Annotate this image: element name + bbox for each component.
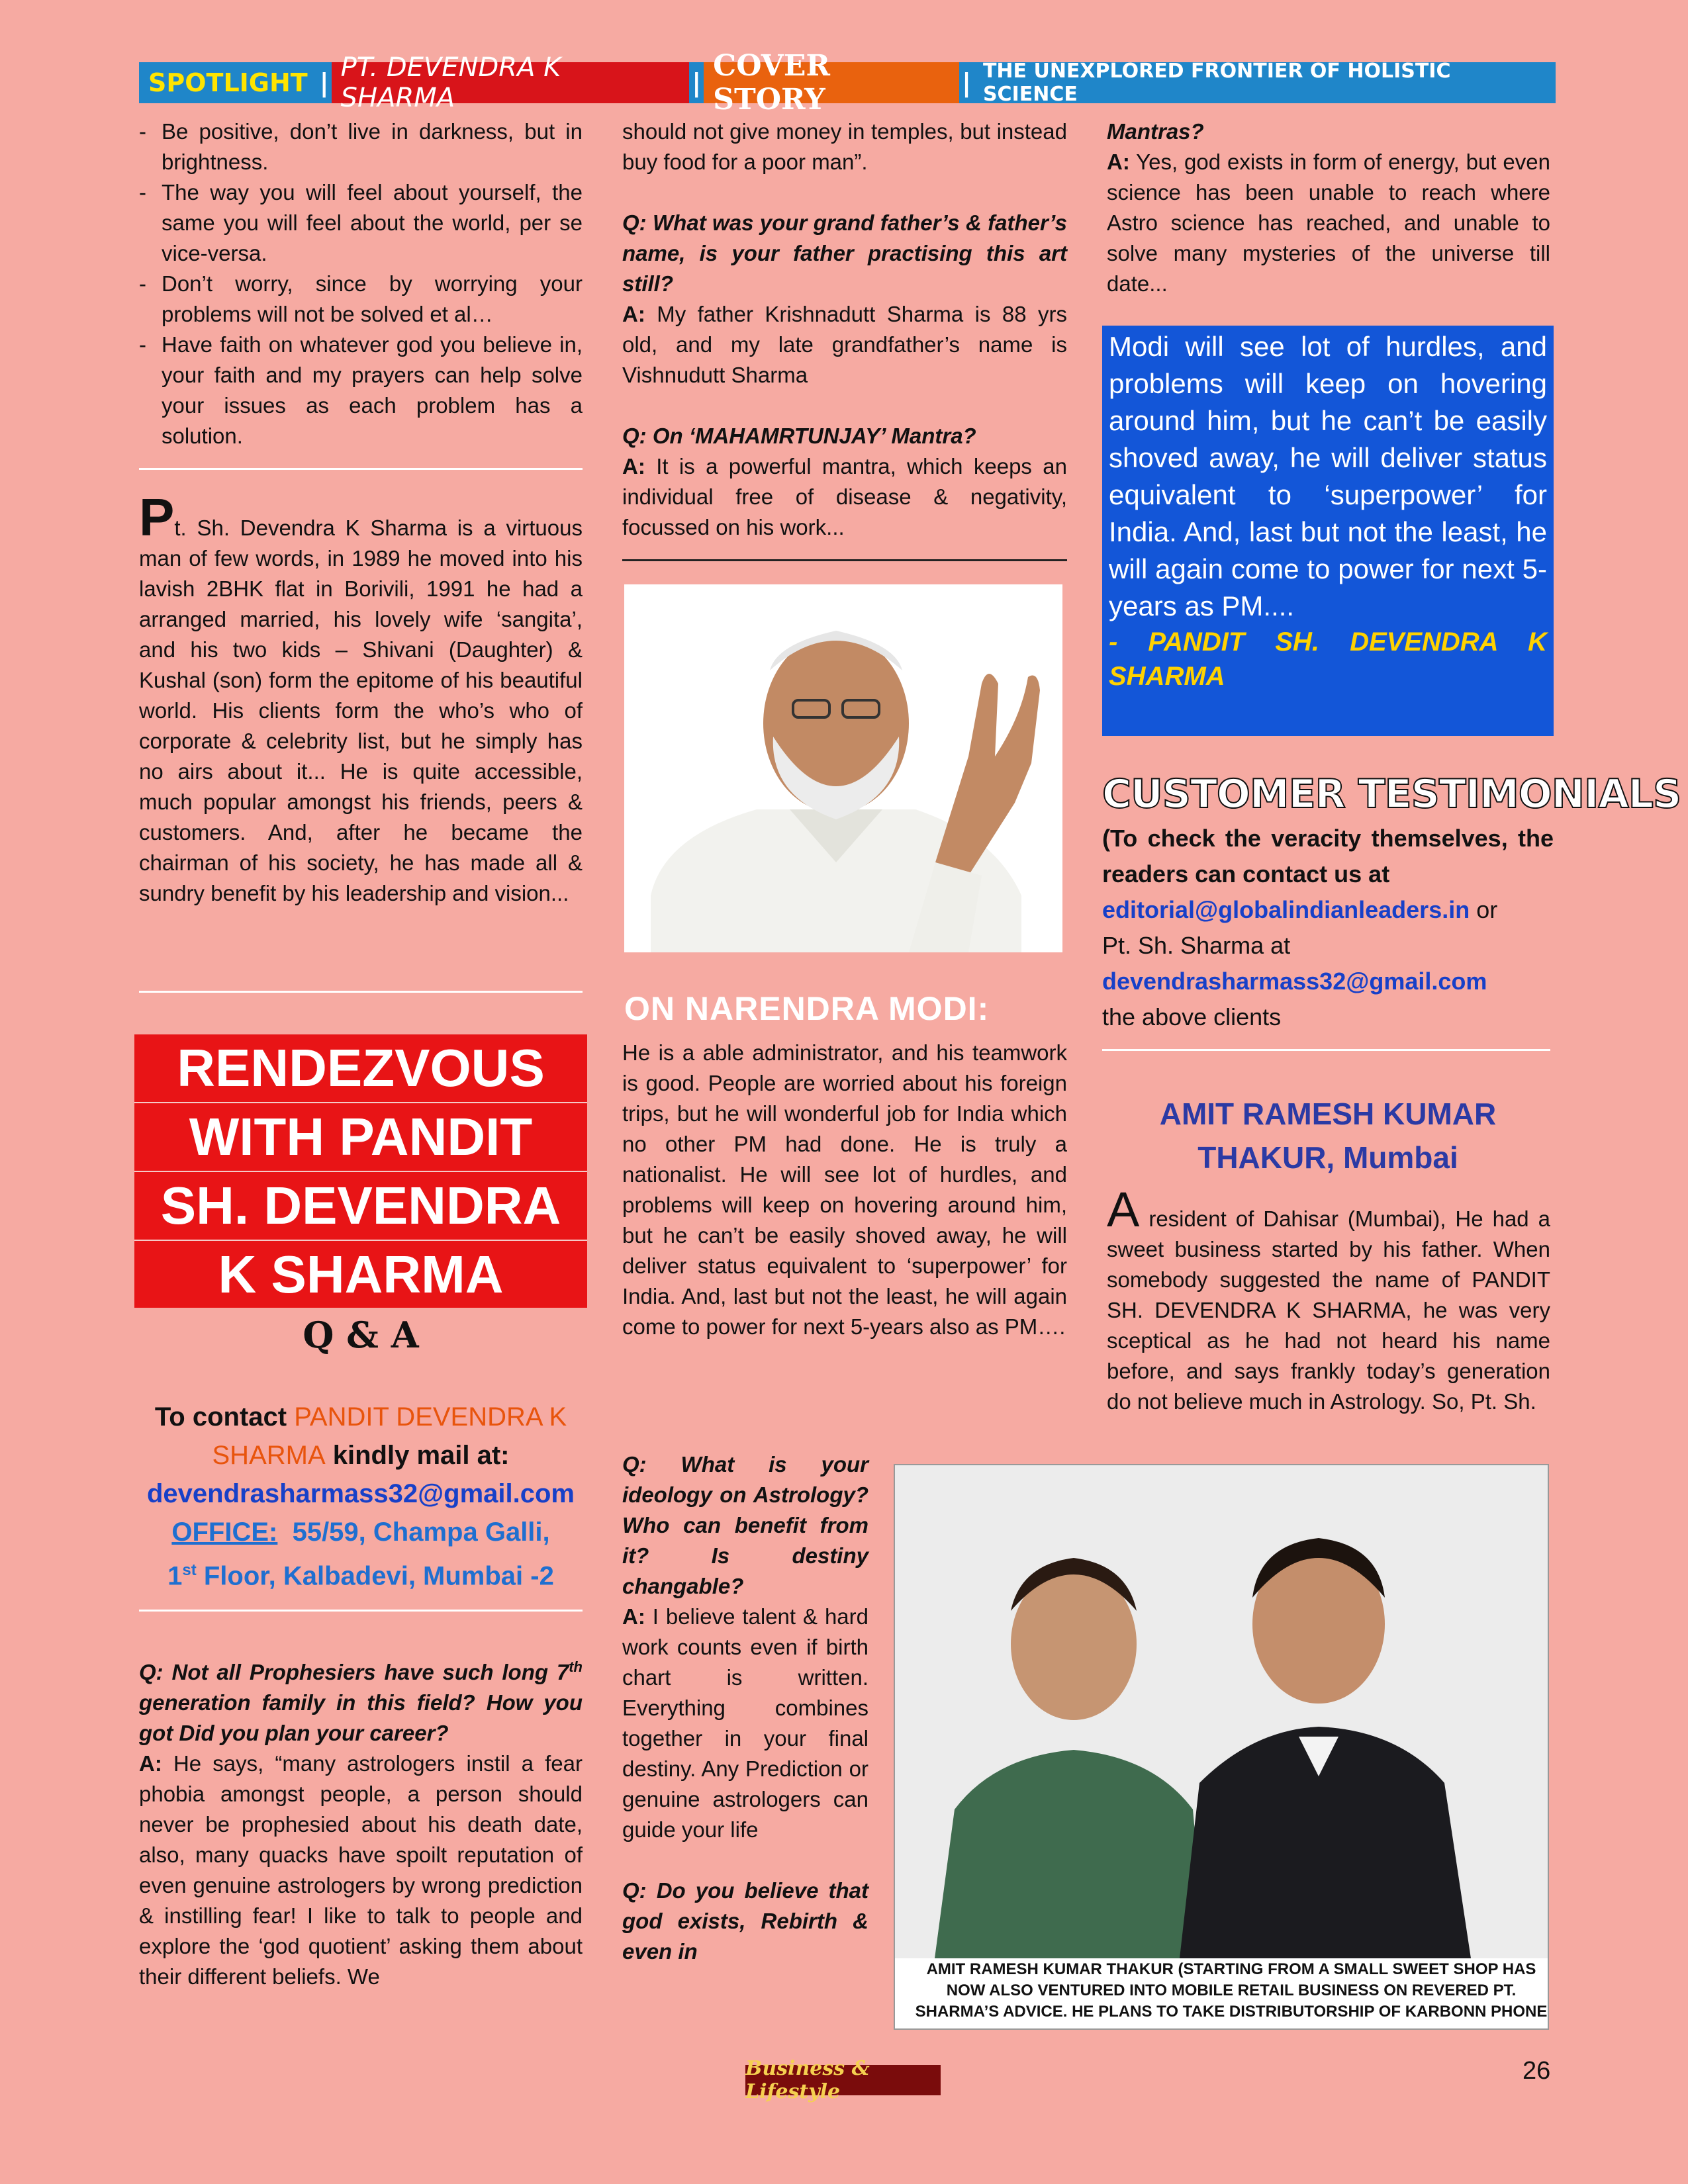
qa-god: Mantras? A: Yes, god exists in form of energy, but even science has been unable to reach where Astro science has reached, and unable to solve many mysteries of the universe till date...: [1107, 116, 1550, 299]
testimonials-intro-text: (To check the veracity themselves, the readers can contact us at: [1102, 825, 1554, 887]
rendezvous-title-box: [134, 1034, 587, 1308]
rendezvous-line: RENDEZVOUS: [134, 1034, 587, 1103]
divider: [139, 468, 583, 470]
question-end: Mantras?: [1107, 119, 1204, 144]
cover-story-label: COVER STORY: [704, 62, 959, 103]
pandit-email[interactable]: devendrasharmass32@gmail.com: [1102, 968, 1487, 995]
testimonial-photo: [894, 1464, 1549, 2030]
advice-list: [139, 116, 583, 451]
list-item: - The way you will feel about yourself, the same you will feel about the world, per se vice-versa.: [139, 180, 583, 265]
testimonials-intro: (To check the veracity themselves, the readers can contact us at editorial@globalindianleaders.in or Pt. Sh. Sharma at devendrasharmass32@gmail.com the above clients: [1102, 821, 1554, 1035]
question: Q: Do you believe that god exists, Rebirth & even in: [622, 1878, 868, 1964]
contact-name: PANDIT DEVENDRA K SHARMA: [212, 1402, 567, 1470]
modi-photo: [624, 584, 1062, 952]
subject-name: PT. DEVENDRA K SHARMA: [332, 62, 690, 103]
quote-attribution: - PANDIT SH. DEVENDRA K SHARMA: [1109, 627, 1547, 691]
testimonials-pt: Pt. Sh. Sharma at: [1102, 932, 1291, 959]
magazine-logo: Business & Lifestyle: [745, 2065, 941, 2095]
page-number: 26: [1523, 2057, 1551, 2085]
rendezvous-line: SH. DEVENDRA: [134, 1172, 587, 1241]
contact-prefix: To contact: [154, 1402, 295, 1432]
office-floor: 1: [167, 1561, 183, 1591]
qa-ideology: Q: What is your ideology on Astrology? Who can benefit from it? Is destiny changable? A: I believe talent & hard work counts even if birth chart is written. Everything combines together in your final destiny. Any Prediction or genuine astrologers can guide your life Q: Do you believe that god exists, Rebirth & even in: [622, 1449, 868, 1967]
contact-email[interactable]: devendrasharmass32@gmail.com: [147, 1479, 575, 1508]
divider: [622, 559, 1067, 561]
section-heading-on-modi: ON NARENDRA MODI:: [624, 990, 990, 1027]
divider: [1102, 1049, 1550, 1051]
modi-illustration: [624, 584, 1062, 952]
separator: |: [319, 68, 329, 97]
photo-caption: AMIT RAMESH KUMAR THAKUR (STARTING FROM A SMALL SWEET SHOP HAS NOW ALSO VENTURED INTO MOBILE RETAIL BUSINESS ON REVERED PT. SHARMA’S ADVICE. HE PLANS TO TAKE DISTRIBUTORSHIP OF KARBONN PHONE: [915, 1960, 1548, 2021]
divider: [139, 991, 583, 993]
header-tagline: THE UNEXPLORED FRONTIER OF HOLISTIC SCIENCE: [982, 60, 1451, 106]
drop-cap: P: [139, 488, 175, 547]
divider: [139, 1610, 583, 1612]
testimonial-text: A resident of Dahisar (Mumbai), He had a sweet business started by his father. When somebody suggested the name of PANDIT SH. DEVENDRA K SHARMA, he was very sceptical as he had not heard his name before, and says frankly today’s generation do not believe much in Astrology. So, Pt. Sh.: [1107, 1182, 1550, 1414]
header-banner: [139, 49, 1556, 116]
office-label: OFFICE:: [171, 1518, 278, 1547]
testimonial-name: AMIT RAMESH KUMAR THAKUR, Mumbai: [1159, 1097, 1497, 1175]
quote-text: Modi will see lot of hurdles, and problems will keep on hovering around him, but he can’t be easily shoved away, he will deliver status equivalent to ‘superpower’ for India. And, last but not the least, he will again come to power for next 5-years as PM....: [1109, 331, 1547, 621]
office-address: 55/59, Champa Galli,: [292, 1518, 550, 1547]
qa-label: Q & A: [303, 1314, 419, 1356]
list-item: - Be positive, don’t live in darkness, but in brightness.: [139, 119, 583, 174]
separator: |: [962, 68, 971, 97]
drop-cap: A: [1107, 1182, 1140, 1237]
testimonials-heading: CUSTOMER TESTIMONIALS: [1102, 771, 1681, 817]
rendezvous-line: WITH PANDIT: [134, 1103, 587, 1172]
question: Q: What was your grand father’s & father’s name, is your father practising this art still?: [622, 210, 1067, 296]
continued-text: should not give money in temples, but instead buy food for a poor man”.: [622, 119, 1067, 174]
office-floor-sup: st: [182, 1561, 197, 1579]
question: Q: What is your ideology on Astrology? Who can benefit from it? Is destiny changable?: [622, 1452, 868, 1598]
section-label: SPOTLIGHT: [148, 68, 308, 97]
office-floor-rest: Floor, Kalbadevi, Mumbai -2: [196, 1561, 554, 1591]
qa-career: Q: Not all Prophesiers have such long 7th generation family in this field? How you got Did you plan your career? A: He says, “many astrologers instil a fear phobia amongst people, a person should never be prophesied about his death date, also, many quacks have spoilt reputation of even genuine astrologers by wrong prediction & instilling fear! I like to talk to people and explore the ‘god quotient’ asking them about their different beliefs. We: [139, 1659, 583, 1989]
contact-block: [134, 1398, 587, 1595]
qa-family: should not give money in temples, but instead buy food for a poor man”. Q: What was your grand father’s & father’s name, is your father practising this art still? A: My father Krishnadutt Sharma is 88 yrs old, and my late grandfather’s name is Vishnudutt Sharma Q: On ‘MAHAMRTUNJAY’ Mantra? A: It is a powerful mantra, which keeps an individual free of disease & negativity, focussed on his work...: [622, 116, 1067, 543]
editorial-email[interactable]: editorial@globalindianleaders.in: [1102, 896, 1470, 923]
modi-paragraph: He is a able administrator, and his teamwork is good. People are worried about his foreign trips, but he will wonderful job for India which no other PM had done. He is truly a nationalist. He will see lot of hurdles, and problems will keep on hovering around him, but he can’t be easily shoved away, he will deliver status equivalent to ‘superpower’ for India. And, last but not the least, he will again come to power for next 5-years also as PM….: [622, 1040, 1067, 1339]
contact-suffix: kindly mail at:: [325, 1441, 510, 1470]
photo-illustration: [895, 1465, 1549, 1958]
testimonials-end: the above clients: [1102, 1003, 1282, 1030]
list-item: - Don’t worry, since by worrying your problems will not be solved et al…: [139, 271, 583, 326]
list-item: - Have faith on whatever god you believe in, your faith and my prayers can help solve your issues as each problem has a solution.: [139, 332, 583, 448]
pull-quote: [1102, 326, 1554, 736]
bio-text: t. Sh. Devendra K Sharma is a virtuous man of few words, in 1989 he moved into his lavish 2BHK flat in Borivili, 1991 he had a arranged married, his lovely wife ‘sangita’, and his two kids – Shivani (Daughter) & Kushal (son) form the epitome of his beautiful world. His clients form the who’s who of corporate & celebrity list, but he simply has no airs about it... He is quite accessible, much popular amongst his friends, peers & customers. And, after he became the chairman of his society, he has made all & sundry benefit by his leadership and vision...: [139, 516, 583, 905]
separator: |: [692, 68, 702, 97]
rendezvous-line: K SHARMA: [218, 1245, 504, 1304]
question: Q: On ‘MAHAMRTUNJAY’ Mantra?: [622, 424, 976, 448]
bio-paragraph: [139, 488, 583, 909]
